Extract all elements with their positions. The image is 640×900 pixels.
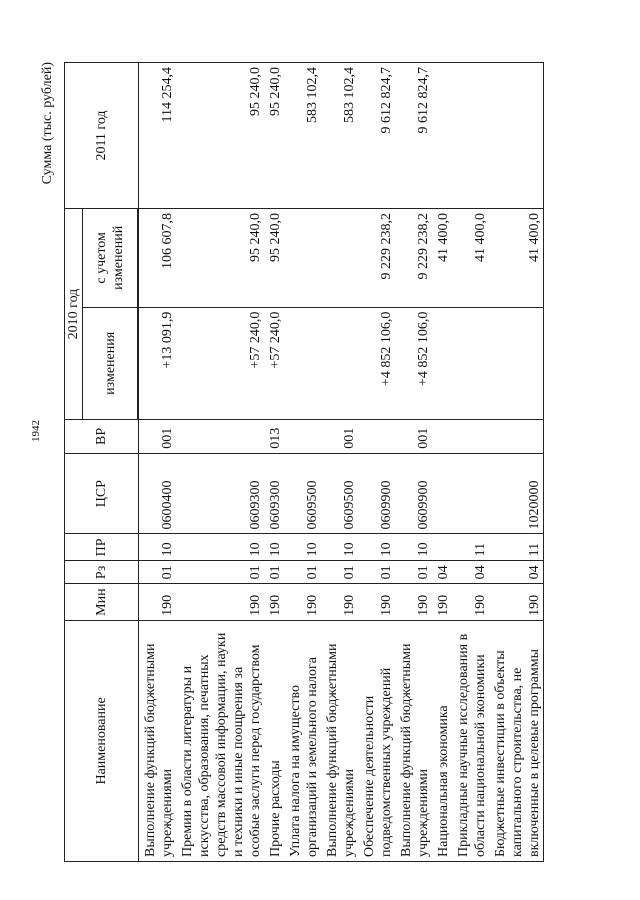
cell-2011 <box>432 63 452 209</box>
cell-csr: 0609300 <box>264 453 284 534</box>
header-changes: изменения <box>83 307 139 419</box>
cell-pr: 10 <box>264 534 284 561</box>
cell-min: 190 <box>432 584 452 620</box>
cell-csr <box>452 453 489 534</box>
table-row <box>176 63 264 862</box>
cell-changes <box>432 307 452 419</box>
table-row <box>395 63 432 862</box>
rotated-page-content <box>30 62 578 862</box>
cell-vr <box>432 420 452 454</box>
cell-vr: 001 <box>321 420 358 454</box>
cell-name: Уплата налога на имущество организаций и земельного налога <box>284 620 321 861</box>
table-row <box>138 63 176 862</box>
cell-with-changes: 41 400,0 <box>489 209 544 308</box>
cell-rz: 04 <box>452 561 489 584</box>
cell-with-changes: 41 400,0 <box>432 209 452 308</box>
cell-with-changes: 95 240,0 <box>264 209 284 308</box>
cell-min: 190 <box>321 584 358 620</box>
cell-with-changes <box>321 209 358 308</box>
cell-rz: 01 <box>176 561 264 584</box>
cell-rz: 01 <box>358 561 395 584</box>
cell-rz: 04 <box>489 561 544 584</box>
table-row <box>284 63 321 862</box>
budget-table <box>64 62 544 862</box>
cell-min: 190 <box>358 584 395 620</box>
page-number: 1942 <box>30 420 42 442</box>
header-csr: ЦСР <box>65 453 139 534</box>
cell-min: 190 <box>395 584 432 620</box>
cell-vr <box>489 420 544 454</box>
cell-vr <box>358 420 395 454</box>
table-row <box>489 63 544 862</box>
table-row <box>321 63 358 862</box>
table-row <box>264 63 284 862</box>
cell-csr: 0609300 <box>176 453 264 534</box>
header-pr: ПР <box>65 534 139 561</box>
cell-pr: 10 <box>358 534 395 561</box>
cell-vr: 001 <box>138 420 176 454</box>
cell-2011: 114 254,4 <box>138 63 176 209</box>
cell-2011: 583 102,4 <box>284 63 321 209</box>
cell-csr: 0600400 <box>138 453 176 534</box>
cell-with-changes: 9 229 238,2 <box>395 209 432 308</box>
cell-min: 190 <box>176 584 264 620</box>
cell-pr: 11 <box>452 534 489 561</box>
cell-with-changes: 95 240,0 <box>176 209 264 308</box>
units-caption: Сумма (тыс. рублей) <box>40 62 55 185</box>
cell-pr: 10 <box>395 534 432 561</box>
cell-with-changes: 106 607,8 <box>138 209 176 308</box>
cell-vr: 013 <box>264 420 284 454</box>
cell-rz: 01 <box>395 561 432 584</box>
cell-with-changes <box>284 209 321 308</box>
cell-2011: 9 612 824,7 <box>395 63 432 209</box>
cell-changes: +13 091,9 <box>138 307 176 419</box>
cell-2011 <box>452 63 489 209</box>
cell-2011 <box>489 63 544 209</box>
table-row <box>358 63 395 862</box>
cell-min: 190 <box>489 584 544 620</box>
cell-min: 190 <box>452 584 489 620</box>
cell-changes: +4 852 106,0 <box>395 307 432 419</box>
cell-name: Обеспечение деятельности подведомственных учреждений <box>358 620 395 861</box>
cell-name: Прикладные научные исследования в области национальной экономики <box>452 620 489 861</box>
table-body <box>138 63 543 862</box>
cell-2011: 583 102,4 <box>321 63 358 209</box>
header-min: Мин <box>65 584 139 620</box>
header-year-2010: 2010 год <box>65 209 83 420</box>
cell-pr: 10 <box>321 534 358 561</box>
cell-csr: 0609900 <box>358 453 395 534</box>
cell-rz: 01 <box>264 561 284 584</box>
cell-rz: 01 <box>138 561 176 584</box>
cell-pr: 11 <box>489 534 544 561</box>
header-with-changes: с учетом изменений <box>83 209 139 308</box>
cell-vr <box>452 420 489 454</box>
table-row <box>452 63 489 862</box>
table-row <box>432 63 452 862</box>
cell-2011: 95 240,0 <box>176 63 264 209</box>
cell-name: Выполнение функций бюджетными учреждениями <box>138 620 176 861</box>
cell-changes: +57 240,0 <box>264 307 284 419</box>
header-vr: ВР <box>65 420 139 454</box>
cell-changes <box>321 307 358 419</box>
cell-csr: 1020000 <box>489 453 544 534</box>
cell-pr: 10 <box>138 534 176 561</box>
header-rz: Рз <box>65 561 139 584</box>
cell-min: 190 <box>138 584 176 620</box>
cell-vr <box>176 420 264 454</box>
cell-name: Выполнение функций бюджетными учреждениями <box>321 620 358 861</box>
cell-csr: 0609900 <box>395 453 432 534</box>
cell-rz: 01 <box>321 561 358 584</box>
cell-name: Премии в области литературы и искусства, образования, печатных средств массовой информации, науки и техники и иные поощрения за особые заслуги перед государством <box>176 620 264 861</box>
header-year-2011: 2011 год <box>65 63 139 209</box>
cell-vr: 001 <box>395 420 432 454</box>
cell-2011: 9 612 824,7 <box>358 63 395 209</box>
cell-vr <box>284 420 321 454</box>
cell-name: Национальная экономика <box>432 620 452 861</box>
cell-pr: 10 <box>176 534 264 561</box>
header-name: Наименование <box>65 620 139 861</box>
cell-with-changes: 41 400,0 <box>452 209 489 308</box>
cell-csr: 0609500 <box>284 453 321 534</box>
cell-changes <box>489 307 544 419</box>
cell-csr <box>432 453 452 534</box>
cell-rz: 04 <box>432 561 452 584</box>
cell-name: Прочие расходы <box>264 620 284 861</box>
cell-rz: 01 <box>284 561 321 584</box>
cell-changes: +57 240,0 <box>176 307 264 419</box>
cell-changes <box>284 307 321 419</box>
cell-min: 190 <box>264 584 284 620</box>
cell-2011: 95 240,0 <box>264 63 284 209</box>
cell-pr <box>432 534 452 561</box>
cell-name: Бюджетные инвестиции в объекты капитального строительства, не включенные в целевые программы <box>489 620 544 861</box>
cell-with-changes: 9 229 238,2 <box>358 209 395 308</box>
cell-min: 190 <box>284 584 321 620</box>
cell-pr: 10 <box>284 534 321 561</box>
cell-changes <box>452 307 489 419</box>
cell-changes: +4 852 106,0 <box>358 307 395 419</box>
cell-csr: 0609500 <box>321 453 358 534</box>
cell-name: Выполнение функций бюджетными учреждениями <box>395 620 432 861</box>
